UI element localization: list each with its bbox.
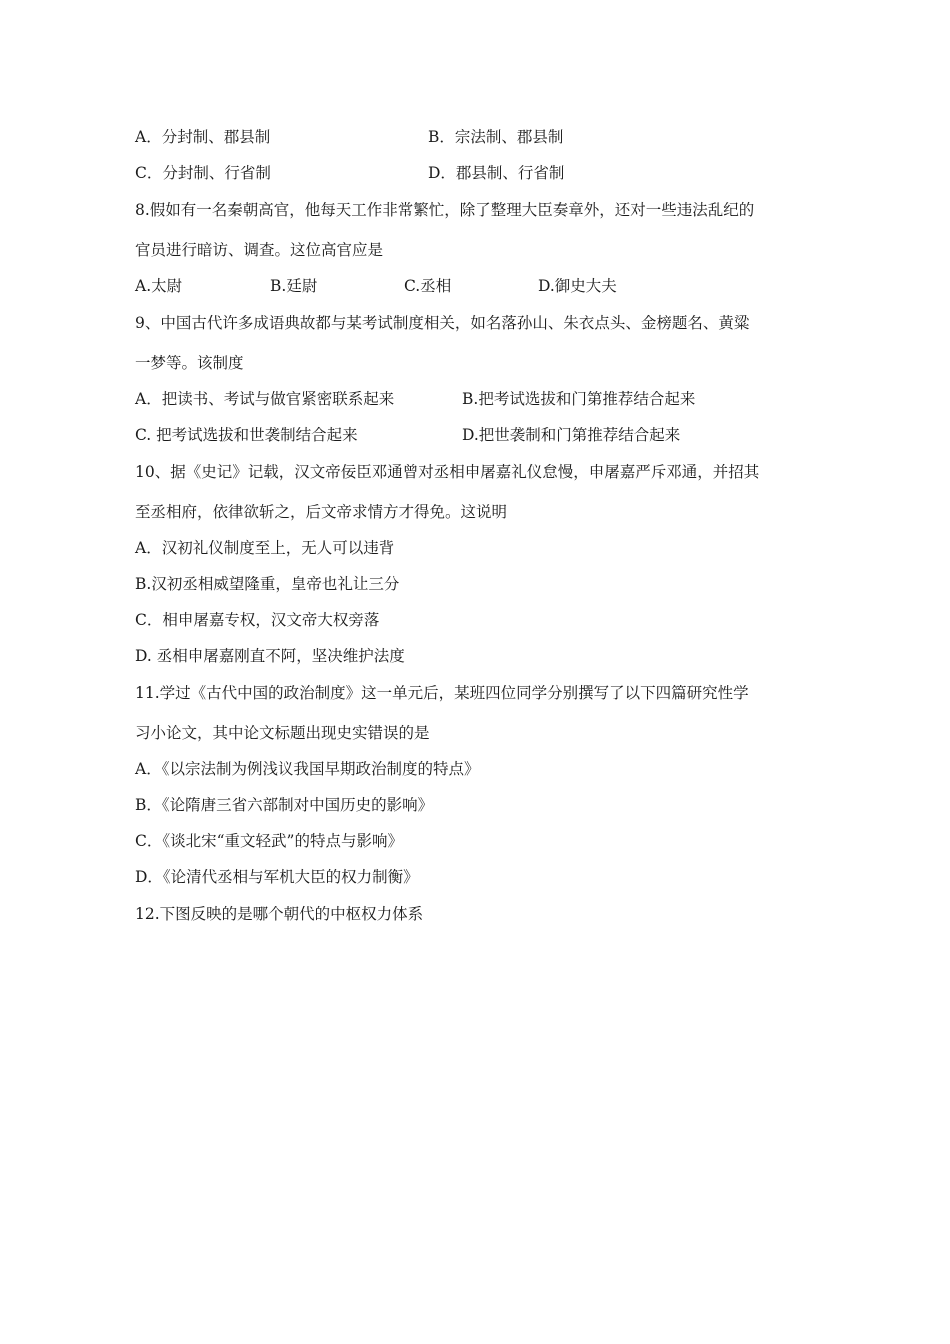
q8-option-c: C.丞相 bbox=[404, 277, 452, 295]
q11-option-a: A．《以宗法制为例浅议我国早期政治制度的特点》 bbox=[135, 760, 480, 778]
q10-option-d: D. 丞相申屠嘉刚直不阿，坚决维护法度 bbox=[135, 647, 405, 665]
q11-option-b: B．《论隋唐三省六部制对中国历史的影响》 bbox=[135, 796, 434, 814]
q9-option-b: B.把考试选拔和门第推荐结合起来 bbox=[462, 390, 696, 408]
q10-option-b: B.汉初丞相威望隆重，皇帝也礼让三分 bbox=[135, 575, 400, 593]
q8-stem-line1: 8.假如有一名秦朝高官，他每天工作非常繁忙，除了整理大臣奏章外，还对一些违法乱纪的 bbox=[135, 201, 755, 219]
q11-stem-line1: 11.学过《古代中国的政治制度》这一单元后，某班四位同学分别撰写了以下四篇研究性学 bbox=[135, 684, 749, 702]
q8-option-b: B.廷尉 bbox=[270, 277, 318, 295]
q10-option-a: A．汉初礼仪制度至上，无人可以违背 bbox=[135, 539, 395, 557]
q7-option-d: D．郡县制、行省制 bbox=[428, 164, 565, 182]
q9-option-d: D.把世袭制和门第推荐结合起来 bbox=[462, 426, 681, 444]
q9-stem-line2: 一梦等。该制度 bbox=[135, 354, 244, 372]
q10-stem-line2: 至丞相府，依律欲斩之，后文帝求情方才得免。这说明 bbox=[135, 503, 508, 521]
q9-stem-line1: 9、中国古代许多成语典故都与某考试制度相关，如名落孙山、朱衣点头、金榜题名、黄粱 bbox=[135, 314, 750, 332]
q8-stem-line2: 官员进行暗访、调查。这位高官应是 bbox=[135, 241, 384, 259]
q7-option-a: A．分封制、郡县制 bbox=[135, 128, 271, 146]
q10-option-c: C．相申屠嘉专权，汉文帝大权旁落 bbox=[135, 611, 380, 629]
q9-option-c: C. 把考试选拔和世袭制结合起来 bbox=[135, 426, 358, 444]
q8-option-d: D.御史大夫 bbox=[538, 277, 617, 295]
q11-stem-line2: 习小论文，其中论文标题出现史实错误的是 bbox=[135, 724, 430, 742]
q8-option-a: A.太尉 bbox=[135, 277, 183, 295]
q9-option-a: A．把读书、考试与做官紧密联系起来 bbox=[135, 390, 395, 408]
q10-stem-line1: 10、据《史记》记载，汉文帝佞臣邓通曾对丞相申屠嘉礼仪怠慢，申屠嘉严斥邓通，并招其 bbox=[135, 463, 760, 481]
q11-option-d: D．《论清代丞相与军机大臣的权力制衡》 bbox=[135, 868, 419, 886]
q7-option-c: C．分封制、行省制 bbox=[135, 164, 271, 182]
q11-option-c: C．《谈北宋“重文轻武”的特点与影响》 bbox=[135, 832, 403, 850]
q7-option-b: B．宗法制、郡县制 bbox=[428, 128, 564, 146]
q12-stem-line1: 12.下图反映的是哪个朝代的中枢权力体系 bbox=[135, 905, 424, 923]
